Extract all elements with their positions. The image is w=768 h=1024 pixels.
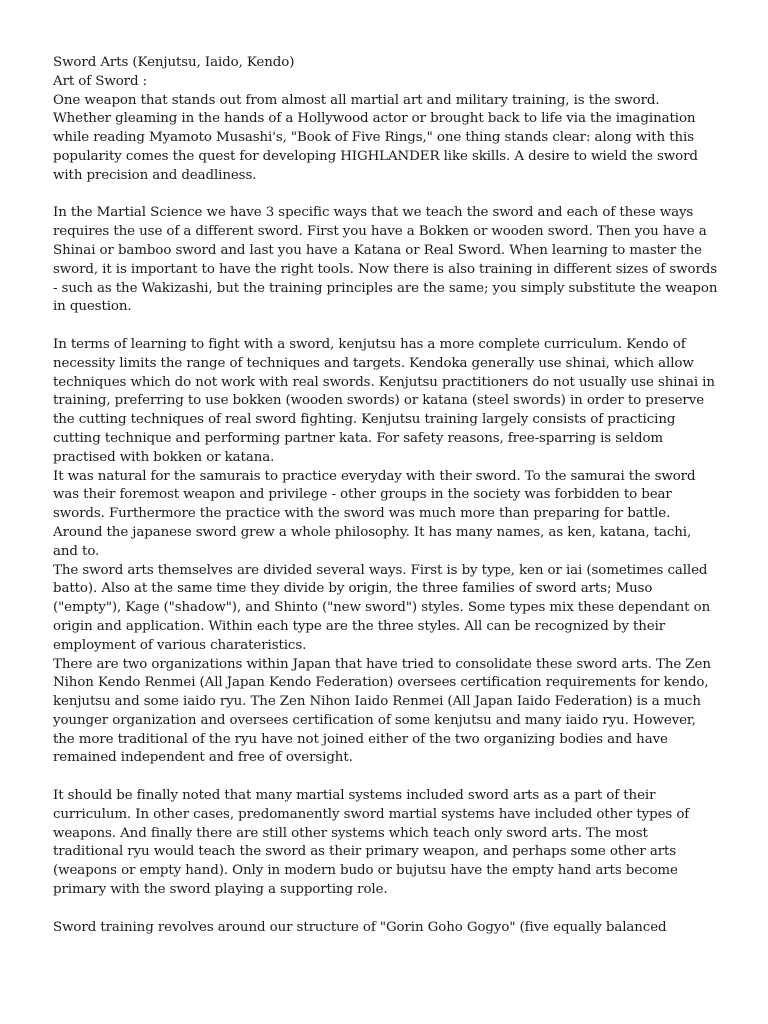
text-line: The sword arts themselves are divided several ways. First is by type, ken or iai (sometimes called — [53, 562, 708, 578]
text-line: Nihon Kendo Renmei (All Japan Kendo Federation) oversees certification requirements for kendo, — [53, 675, 709, 691]
paragraph-gap — [53, 900, 718, 919]
text-line: In the Martial Science we have 3 specific ways that we teach the sword and each of these ways — [53, 205, 694, 221]
text-line: curriculum. In other cases, predomanently sword martial systems have included other types of — [53, 806, 690, 822]
text-line: It was natural for the samurais to practice everyday with their sword. To the samurai the sword — [53, 468, 696, 484]
text-line: necessity limits the range of techniques and targets. Kendoka generally use shinai, which allow — [53, 355, 694, 371]
text-line: the more traditional of the ryu have not joined either of the two organizing bodies and have — [53, 731, 668, 747]
text-line: training, preferring to use bokken (wooden swords) or katana (steel swords) in order to preserve — [53, 393, 705, 409]
text-line: traditional ryu would teach the sword as their primary weapon, and perhaps some other arts — [53, 844, 677, 860]
text-line: sword, it is important to have the right tools. Now there is also training in different sizes of swords — [53, 261, 717, 277]
text-line: swords. Furthermore the practice with the sword was much more than preparing for battle. — [53, 506, 671, 522]
text-line: cutting technique and performing partner kata. For safety reasons, free-sparring is seldom — [53, 430, 664, 446]
text-line: practised with bokken or katana. — [53, 449, 275, 465]
text-line: weapons. And finally there are still other systems which teach only sword arts. The most — [53, 825, 648, 841]
text-line: One weapon that stands out from almost all martial art and military training, is the sword. — [53, 92, 660, 108]
text-line: requires the use of a different sword. First you have a Bokken or wooden sword. Then you have a — [53, 224, 707, 240]
text-line: Shinai or bamboo sword and last you have a Katana or Real Sword. When learning to master the — [53, 242, 702, 258]
paragraph-kenjutsu — [53, 336, 718, 468]
text-line: Around the japanese sword grew a whole philosophy. It has many names, as ken, katana, tachi, — [53, 524, 692, 540]
paragraph-gap — [53, 186, 718, 205]
text-line: Whether gleaming in the hands of a Hollywood actor or brought back to life via the imagination — [53, 111, 696, 127]
text-line: and to. — [53, 543, 100, 559]
text-line: while reading Myamoto Musashi's, "Book of Five Rings," one thing stands clear: along with this — [53, 130, 694, 146]
document-subtitle: Art of Sword : — [53, 73, 148, 89]
text-line: origin and application. Within each type are the three styles. All can be recognized by their — [53, 618, 666, 634]
paragraph-gap — [53, 768, 718, 787]
text-line: In terms of learning to fight with a sword, kenjutsu has a more complete curriculum. Kendo of — [53, 336, 686, 352]
paragraph-intro — [53, 92, 718, 186]
text-line: ("empty"), Kage ("shadow"), and Shinto ("new sword") styles. Some types mix these dependant on — [53, 600, 711, 616]
paragraph-samurai — [53, 468, 718, 562]
text-line: It should be finally noted that many martial systems included sword arts as a part of their — [53, 788, 656, 804]
text-line: remained independent and free of oversight. — [53, 750, 353, 766]
text-line: the cutting techniques of real sword fighting. Kenjutsu training largely consists of practicing — [53, 412, 676, 428]
text-line: employment of various charateristics. — [53, 637, 307, 653]
paragraph-organizations — [53, 656, 718, 769]
text-line: There are two organizations within Japan that have tried to consolidate these sword arts. The Zen — [53, 656, 711, 672]
text-line: with precision and deadliness. — [53, 167, 257, 183]
paragraph-divisions — [53, 562, 718, 656]
document-title: Sword Arts (Kenjutsu, Iaido, Kendo) — [53, 55, 295, 70]
text-line: Sword training revolves around our structure of "Gorin Goho Gogyo" (five equally balanced — [53, 919, 667, 935]
paragraph-martial-science — [53, 204, 718, 317]
text-line: was their foremost weapon and privilege - other groups in the society was forbidden to bear — [53, 487, 672, 503]
text-line: techniques which do not work with real swords. Kenjutsu practitioners do not usually use shinai in — [53, 374, 715, 390]
text-line: kenjutsu and some iaido ryu. The Zen Nihon Iaido Renmei (All Japan Iaido Federation) is a much — [53, 694, 701, 710]
text-line: in question. — [53, 299, 132, 315]
text-line: - such as the Wakizashi, but the training principles are the same; you simply substitute the weapon — [53, 280, 718, 296]
paragraph-closing — [53, 787, 718, 900]
text-line: younger organization and oversees certification of some kenjutsu and many iaido ryu. However, — [53, 712, 696, 728]
text-line: (weapons or empty hand). Only in modern budo or bujutsu have the empty hand arts become — [53, 863, 678, 879]
paragraph-training — [53, 919, 718, 938]
text-line: batto). Also at the same time they divide by origin, the three families of sword arts; Muso — [53, 581, 653, 597]
paragraph-gap — [53, 317, 718, 336]
text-line: primary with the sword playing a supporting role. — [53, 882, 388, 898]
text-line: popularity comes the quest for developing HIGHLANDER like skills. A desire to wield the sword — [53, 148, 698, 164]
